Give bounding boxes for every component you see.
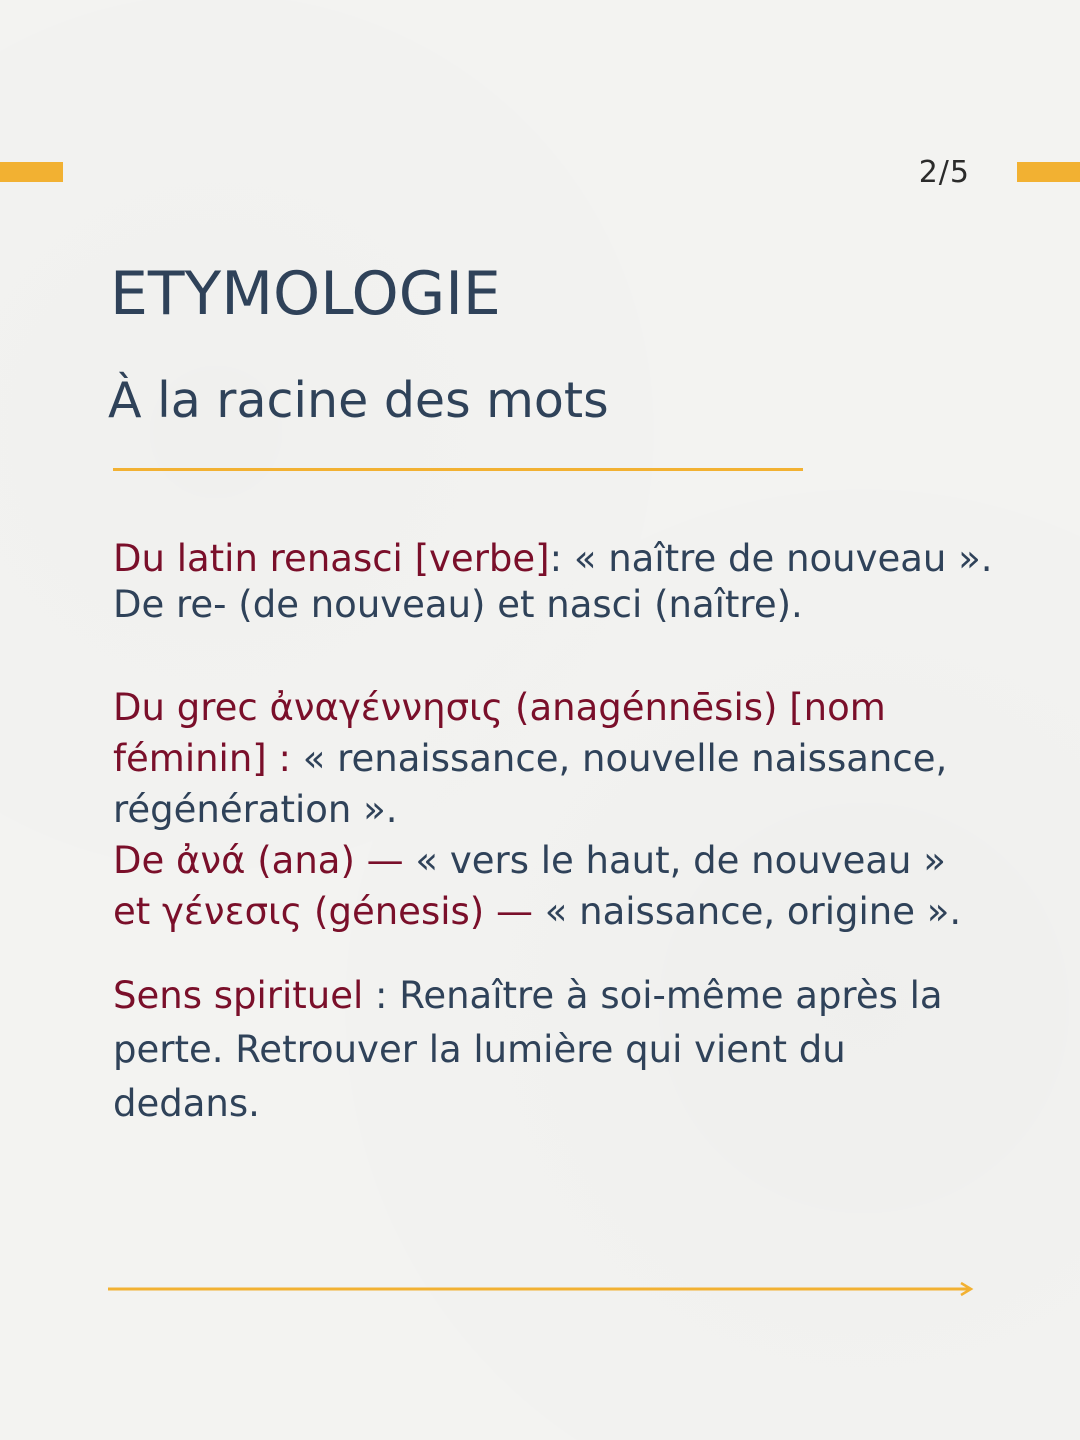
latin-label: Du latin renasci [verbe]: [113, 537, 550, 580]
ana-label: De ἀνά (ana) —: [113, 839, 404, 882]
page-subtitle: À la racine des mots: [108, 372, 609, 429]
arrow-right-icon: [108, 1280, 974, 1300]
title-divider: [113, 468, 803, 471]
greek-label: Du grec ἀναγέννησις (anagénnēsis) [nom féminin] :: [113, 686, 886, 780]
ana-text: « vers le haut, de nouveau »: [403, 839, 946, 882]
latin-text: : « naître de nouveau ». De re- (de nouveau) et nasci (naître).: [113, 537, 993, 626]
latin-paragraph: [113, 536, 993, 628]
spiritual-meaning-paragraph: [113, 969, 993, 1131]
spiritual-label: Sens spirituel: [113, 974, 364, 1017]
page-counter: 2/5: [918, 155, 970, 190]
greek-paragraph: [113, 682, 993, 937]
etymology-content: [113, 536, 993, 1131]
accent-bar-right: [1017, 162, 1080, 182]
accent-bar-left: [0, 162, 63, 182]
genesis-label: et γένεσις (génesis) —: [113, 890, 533, 933]
spiritual-text: : Renaître à soi-même après la perte. Retrouver la lumière qui vient du dedans.: [113, 974, 943, 1125]
genesis-text: « naissance, origine ».: [532, 890, 962, 933]
page-title: ETYMOLOGIE: [110, 259, 501, 329]
greek-text: « renaissance, nouvelle naissance, régénération ».: [113, 737, 948, 831]
